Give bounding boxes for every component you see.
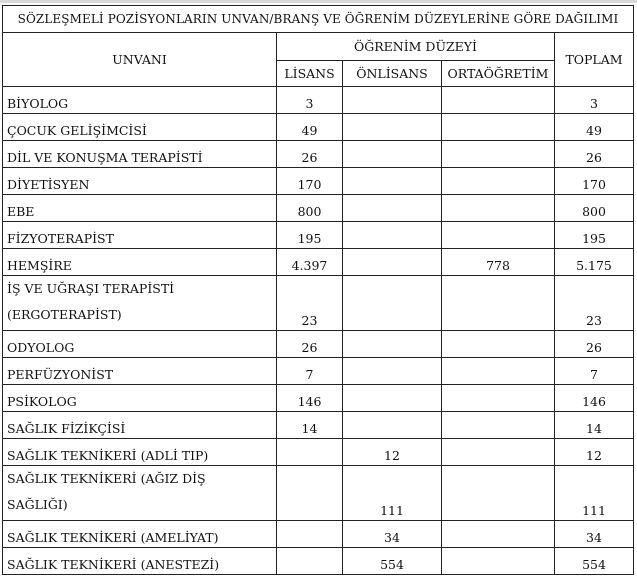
row-toplam: 111	[555, 466, 634, 521]
row-name: HEMŞİRE	[3, 249, 277, 276]
row-lisans	[277, 521, 343, 548]
row-toplam: 12	[555, 439, 634, 466]
row-lisans: 800	[277, 195, 343, 222]
row-ortaogretim	[442, 87, 555, 114]
table-row	[3, 412, 634, 439]
page-top-border	[0, 0, 637, 3]
row-toplam: 195	[555, 222, 634, 249]
row-lisans: 26	[277, 141, 343, 168]
table-row	[3, 114, 634, 141]
row-lisans: 3	[277, 87, 343, 114]
row-name-line2: (ERGOTERAPİST)	[7, 307, 122, 322]
row-toplam: 23	[555, 276, 634, 331]
row-onlisans	[343, 385, 442, 412]
row-name: SAĞLIK TEKNİKERİ (ANESTEZİ)	[3, 548, 277, 575]
table-row	[3, 249, 634, 276]
table-row	[3, 439, 634, 466]
table-title: SÖZLEŞMELİ POZİSYONLARIN UNVAN/BRANŞ VE ÖĞRENİM DÜZEYLERİNE GÖRE DAĞILIMI	[3, 6, 634, 33]
row-ortaogretim	[442, 385, 555, 412]
row-ortaogretim	[442, 331, 555, 358]
toplam-header: TOPLAM	[555, 33, 634, 87]
row-toplam: 14	[555, 412, 634, 439]
row-onlisans: 554	[343, 548, 442, 575]
row-ortaogretim	[442, 168, 555, 195]
row-name-line1: SAĞLIK TEKNİKERİ (AĞIZ DİŞ	[7, 471, 206, 486]
row-lisans: 170	[277, 168, 343, 195]
row-name-line2: SAĞLIĞI)	[7, 497, 68, 512]
row-name: BİYOLOG	[3, 87, 277, 114]
row-ortaogretim	[442, 195, 555, 222]
row-toplam: 34	[555, 521, 634, 548]
table-row	[3, 168, 634, 195]
ortaogretim-header: ORTAÖĞRETİM	[442, 61, 555, 87]
table-row	[3, 276, 634, 331]
row-onlisans	[343, 168, 442, 195]
row-name: DİL VE KONUŞMA TERAPİSTİ	[3, 141, 277, 168]
row-onlisans	[343, 222, 442, 249]
row-name: ODYOLOG	[3, 331, 277, 358]
row-lisans: 14	[277, 412, 343, 439]
row-ortaogretim	[442, 114, 555, 141]
lisans-header: LİSANS	[277, 61, 343, 87]
table-row	[3, 521, 634, 548]
row-lisans: 49	[277, 114, 343, 141]
row-toplam: 170	[555, 168, 634, 195]
row-ortaogretim: 778	[442, 249, 555, 276]
row-onlisans: 34	[343, 521, 442, 548]
row-ortaogretim	[442, 412, 555, 439]
row-onlisans: 12	[343, 439, 442, 466]
row-ortaogretim	[442, 521, 555, 548]
row-name: SAĞLIK TEKNİKERİ (AMELİYAT)	[3, 521, 277, 548]
row-lisans	[277, 466, 343, 521]
row-lisans	[277, 548, 343, 575]
table-row	[3, 331, 634, 358]
row-toplam: 800	[555, 195, 634, 222]
ogrenim-header: ÖĞRENİM DÜZEYİ	[277, 33, 555, 61]
row-toplam: 554	[555, 548, 634, 575]
table-row	[3, 141, 634, 168]
row-onlisans: 111	[343, 466, 442, 521]
row-name-line1: İŞ VE UĞRAŞI TERAPİSTİ	[7, 281, 175, 296]
row-onlisans	[343, 114, 442, 141]
row-ortaogretim	[442, 276, 555, 331]
row-onlisans	[343, 412, 442, 439]
row-onlisans	[343, 249, 442, 276]
row-lisans: 23	[277, 276, 343, 331]
row-toplam: 5.175	[555, 249, 634, 276]
row-lisans	[277, 439, 343, 466]
row-name: SAĞLIK FİZİKÇİSİ	[3, 412, 277, 439]
row-onlisans	[343, 276, 442, 331]
row-lisans: 195	[277, 222, 343, 249]
row-ortaogretim	[442, 141, 555, 168]
row-toplam: 49	[555, 114, 634, 141]
row-onlisans	[343, 141, 442, 168]
table-row	[3, 87, 634, 114]
onlisans-header: ÖNLİSANS	[343, 61, 442, 87]
row-toplam: 3	[555, 87, 634, 114]
row-name: ÇOCUK GELİŞİMCİSİ	[3, 114, 277, 141]
row-name: DİYETİSYEN	[3, 168, 277, 195]
row-onlisans	[343, 358, 442, 385]
row-ortaogretim	[442, 548, 555, 575]
row-lisans: 7	[277, 358, 343, 385]
table-row	[3, 385, 634, 412]
row-ortaogretim	[442, 439, 555, 466]
table-row	[3, 195, 634, 222]
row-ortaogretim	[442, 358, 555, 385]
header-row-1	[3, 33, 634, 61]
row-name: FİZYOTERAPİST	[3, 222, 277, 249]
row-lisans: 4.397	[277, 249, 343, 276]
row-lisans: 146	[277, 385, 343, 412]
row-onlisans	[343, 331, 442, 358]
table-row	[3, 358, 634, 385]
table-row	[3, 466, 634, 521]
row-name: SAĞLIK TEKNİKERİ (ADLİ TIP)	[3, 439, 277, 466]
unvan-header: UNVANI	[3, 33, 277, 87]
row-lisans: 26	[277, 331, 343, 358]
row-ortaogretim	[442, 466, 555, 521]
row-onlisans	[343, 87, 442, 114]
row-toplam: 26	[555, 141, 634, 168]
row-onlisans	[343, 195, 442, 222]
distribution-table	[2, 5, 634, 575]
row-name: PERFÜZYONİST	[3, 358, 277, 385]
row-name	[3, 276, 277, 331]
row-toplam: 26	[555, 331, 634, 358]
table-row	[3, 548, 634, 575]
row-ortaogretim	[442, 222, 555, 249]
row-name: PSİKOLOG	[3, 385, 277, 412]
table-title-row	[3, 6, 634, 33]
row-name	[3, 466, 277, 521]
row-toplam: 146	[555, 385, 634, 412]
row-name: EBE	[3, 195, 277, 222]
row-toplam: 7	[555, 358, 634, 385]
table-row	[3, 222, 634, 249]
